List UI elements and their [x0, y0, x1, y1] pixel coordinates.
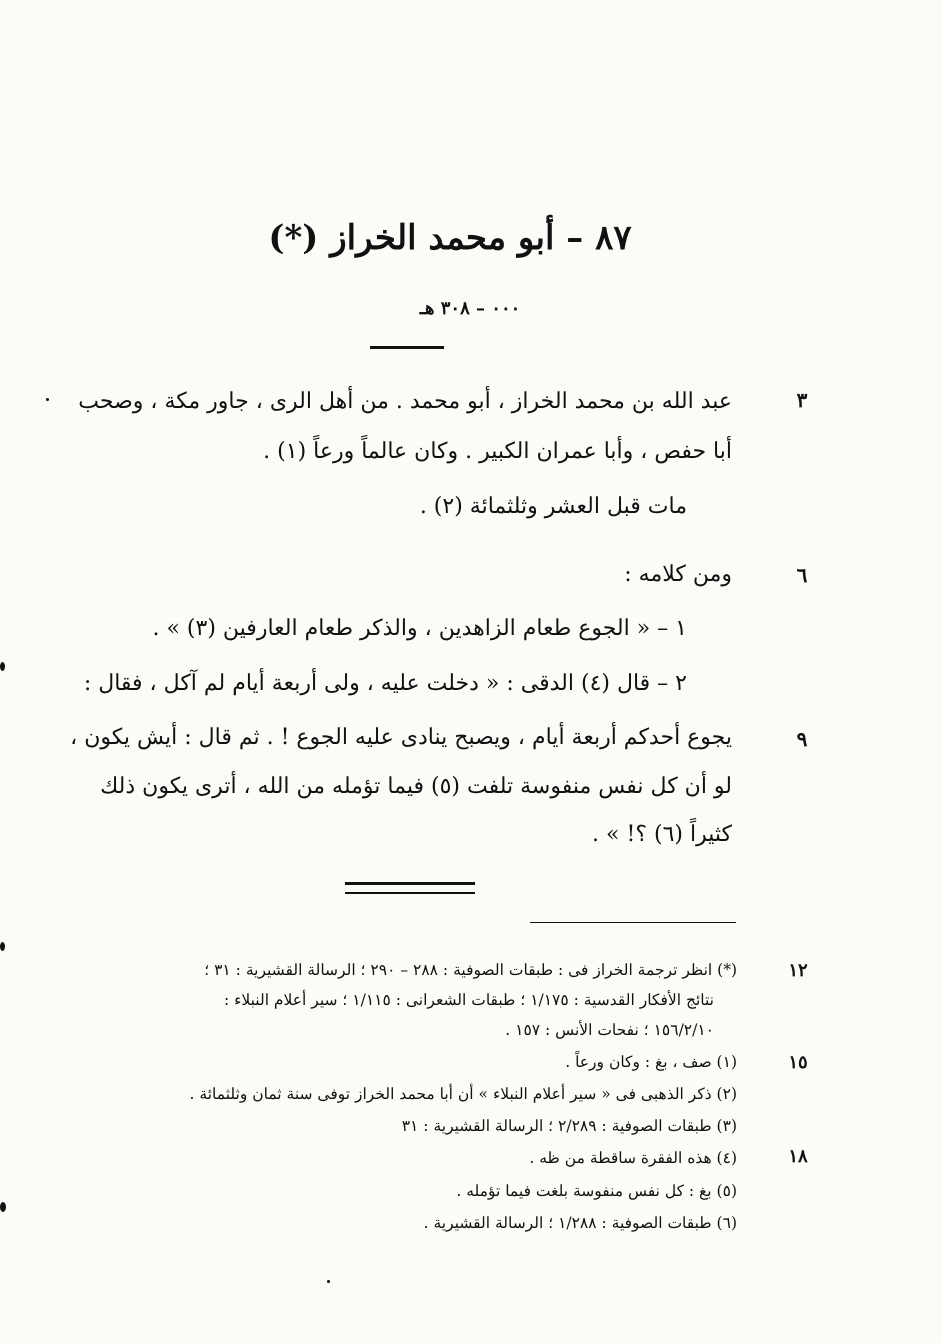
body-line: يجوع أحدكم أربعة أيام ، ويصبح ينادى عليه الجوع ! . ثم قال : أيش يكون ، — [70, 725, 732, 750]
footnote-line: (٢) ذكر الذهبى فى « سير أعلام النبلاء » أن أبا محمد الخراز توفى سنة ثمان وثلثمائة . — [189, 1085, 737, 1103]
footnote-line: (٥) بغ : كل نفس منفوسة بلغت فيما تؤمله . — [456, 1182, 737, 1200]
body-line: ومن كلامه : — [624, 562, 732, 587]
footnote-line: (١) صف ، بغ : وكان ورعاً . — [565, 1053, 737, 1071]
body-line: كثيراً (٦) ؟! » . — [592, 822, 732, 847]
line-number: ٩ — [796, 727, 808, 751]
footnote-line: (٤) هذه الفقرة ساقطة من ظه . — [529, 1149, 737, 1167]
title-rule — [370, 346, 444, 349]
footnote-line: (٣) طبقات الصوفية : ٢/٢٨٩ ؛ الرسالة القشيرية : ٣١ — [401, 1117, 737, 1135]
footnote-line: ١٥٦/٢/١٠ ؛ نفحات الأنس : ١٥٧ . — [505, 1021, 714, 1039]
date-range: ٠٠٠ – ٣٠٨ هـ — [419, 298, 521, 319]
footnote-line: (٦) طبقات الصوفية : ١/٢٨٨ ؛ الرسالة القشيرية . — [423, 1214, 737, 1232]
footnote-separator — [530, 922, 736, 923]
scan-mark — [0, 1202, 6, 1212]
body-line: ١ – « الجوع طعام الزاهدين ، والذكر طعام العارفين (٣) » . — [152, 616, 687, 641]
section-end-rule — [345, 882, 475, 894]
footnote-line-number: ١٢ — [788, 960, 808, 981]
scan-mark — [327, 1280, 330, 1283]
body-line: عبد الله بن محمد الخراز ، أبو محمد . من أهل الرى ، جاور مكة ، وصحب — [78, 389, 732, 414]
footnote-line-number: ١٥ — [788, 1052, 808, 1073]
scan-mark — [46, 398, 49, 401]
page-title: ٨٧ – أبو محمد الخراز (*) — [268, 218, 632, 258]
footnote-line: نتائج الأفكار القدسية : ١/١٧٥ ؛ طبقات الشعرانى : ١/١١٥ ؛ سير أعلام النبلاء : — [223, 991, 714, 1009]
line-number: ٦ — [796, 563, 808, 587]
line-number: ٣ — [796, 388, 808, 412]
scan-mark — [0, 942, 5, 951]
body-line: لو أن كل نفس منفوسة تلفت (٥) فيما تؤمله من الله ، أترى يكون ذلك — [100, 774, 732, 799]
body-line: ٢ – قال (٤) الدقى : « دخلت عليه ، ولى أربعة أيام لم آكل ، فقال : — [83, 671, 687, 696]
footnote-line: (*) انظر ترجمة الخراز فى : طبقات الصوفية : ٢٨٨ – ٢٩٠ ؛ الرسالة القشيرية : ٣١ ؛ — [204, 961, 737, 979]
scan-mark — [0, 662, 5, 671]
body-line: مات قبل العشر وثلثمائة (٢) . — [419, 494, 687, 519]
footnote-line-number: ١٨ — [788, 1146, 808, 1167]
body-line: أبا حفص ، وأبا عمران الكبير . وكان عالماً ورعاً (١) . — [263, 439, 732, 464]
